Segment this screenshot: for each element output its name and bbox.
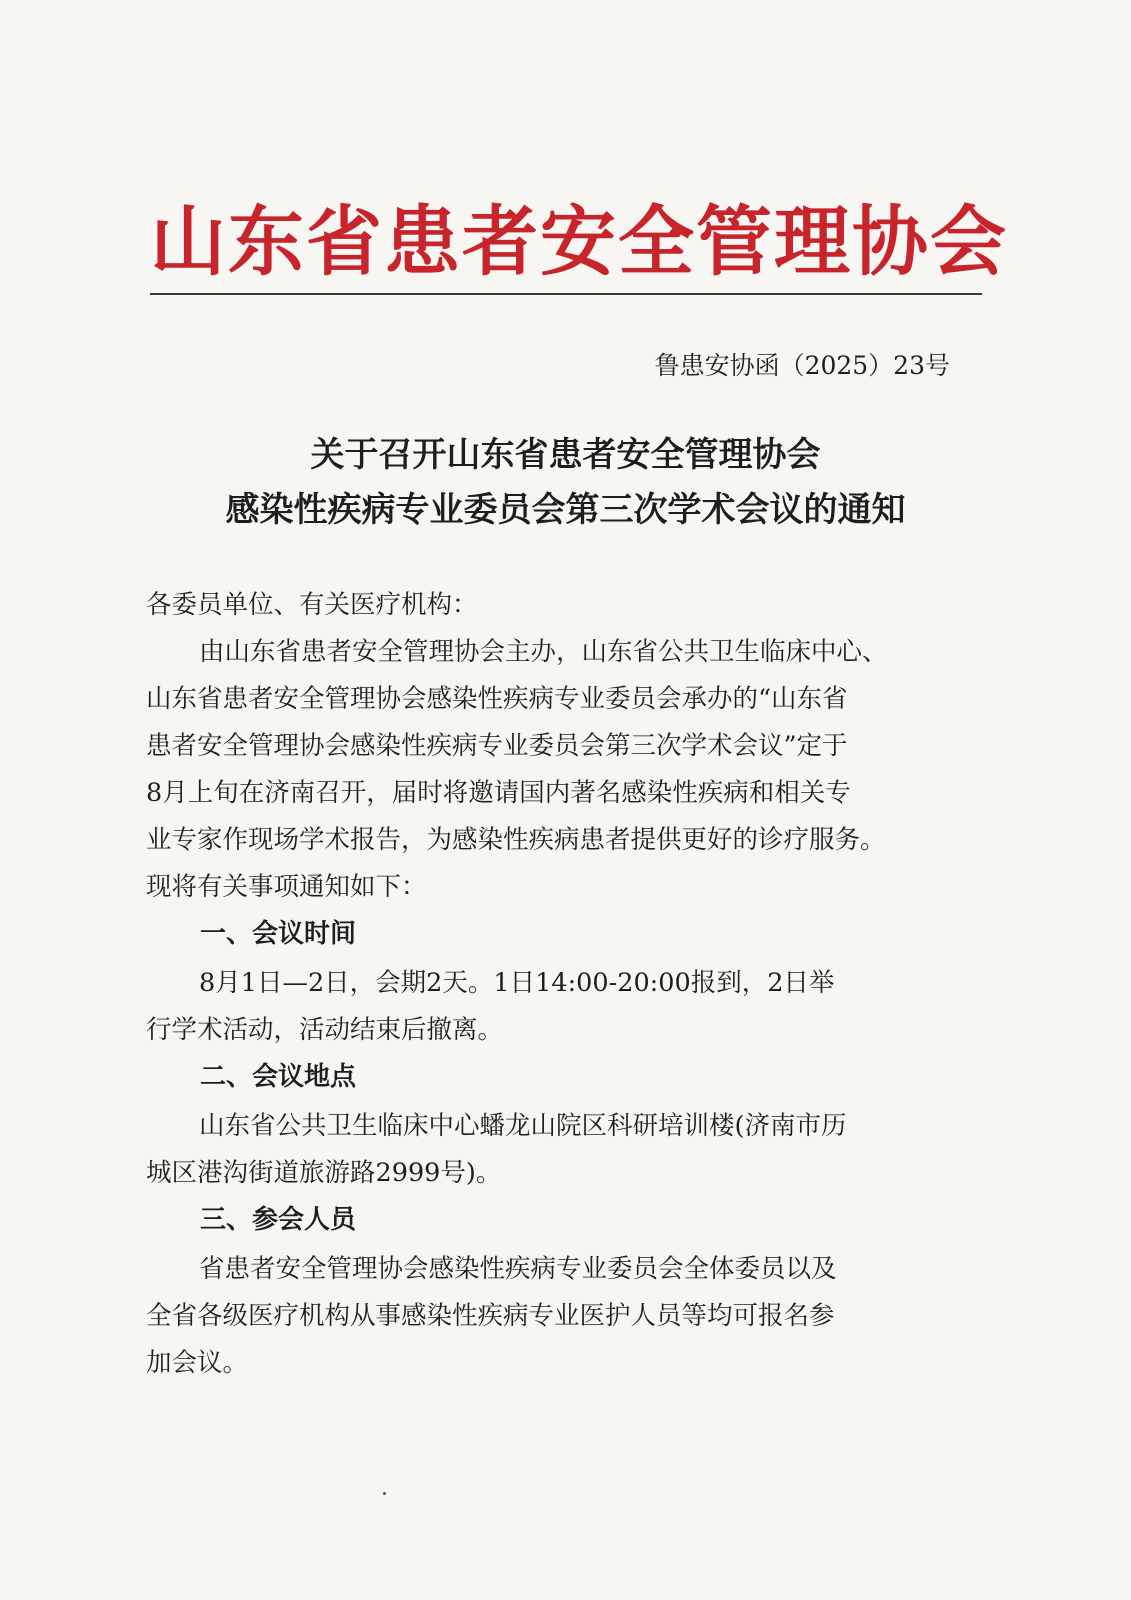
intro-line: 8月上旬在济南召开，届时将邀请国内著名感染性疾病和相关专	[146, 778, 851, 808]
notice-title-line-1: 关于召开山东省患者安全管理协会	[310, 435, 821, 475]
section-line: 全省各级医疗机构从事感染性疾病专业医护人员等均可报名参	[146, 1301, 835, 1331]
intro-line: 山东省患者安全管理协会感染性疾病专业委员会承办的“山东省	[146, 684, 848, 714]
section-heading-attendees: 三、参会人员	[200, 1205, 357, 1235]
section-line: 8月1日—2日，会期2天。1日14:00-20:00报到，2日举	[199, 968, 835, 998]
section-heading-time: 一、会议时间	[200, 919, 357, 949]
section-heading-location: 二、会议地点	[200, 1062, 357, 1092]
letterhead-title: 山东省患者安全管理协会	[150, 197, 1008, 286]
section-line: 城区港沟街道旅游路2999号)。	[146, 1158, 502, 1188]
section-line: 省患者安全管理协会感染性疾病专业委员会全体委员以及	[199, 1254, 837, 1284]
section-line: 山东省公共卫生临床中心蟠龙山院区科研培训楼(济南市历	[199, 1111, 847, 1141]
intro-line: 由山东省患者安全管理协会主办，山东省公共卫生临床中心、	[199, 637, 888, 667]
letterhead-rule	[150, 293, 982, 295]
intro-line: 现将有关事项通知如下：	[146, 872, 427, 902]
notice-title-line-2: 感染性疾病专业委员会第三次学术会议的通知	[225, 490, 906, 530]
document-number: 鲁患安协函（2025）23号	[654, 351, 950, 380]
scan-speck	[383, 1492, 386, 1495]
salutation: 各委员单位、有关医疗机构：	[146, 590, 478, 620]
intro-line: 患者安全管理协会感染性疾病专业委员会第三次学术会议”定于	[146, 731, 848, 761]
section-line: 加会议。	[146, 1348, 249, 1378]
intro-line: 业专家作现场学术报告，为感染性疾病患者提供更好的诊疗服务。	[146, 825, 886, 855]
section-line: 行学术活动，活动结束后撤离。	[146, 1015, 504, 1045]
